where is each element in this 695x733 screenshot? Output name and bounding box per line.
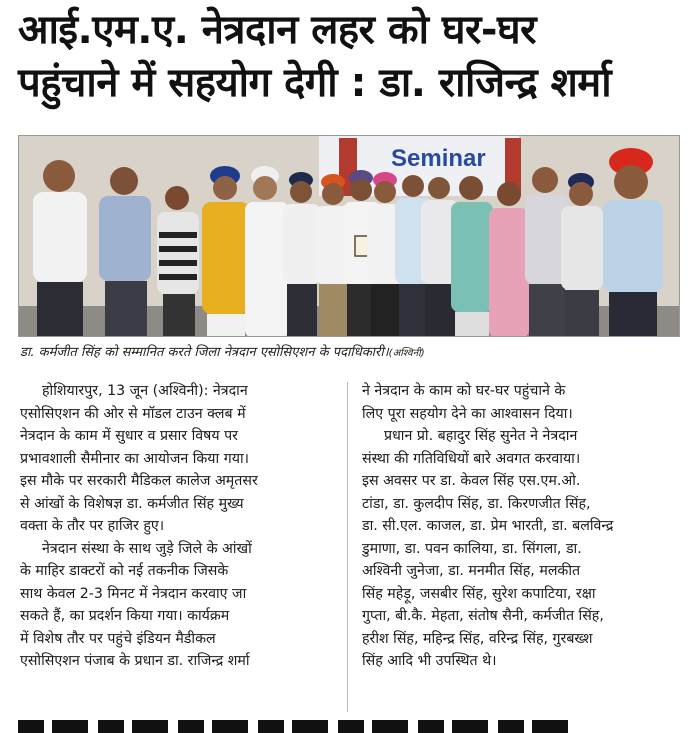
seminar-banner-text: Seminar bbox=[391, 145, 486, 172]
body-column-right bbox=[362, 380, 678, 673]
body-line: सिंह आदि भी उपस्थित थे। bbox=[362, 653, 497, 669]
body-line: गुप्ता, बी.कै. मेहता, संतोष सैनी, कर्मजीत सिंह, bbox=[362, 608, 604, 624]
article-photo bbox=[18, 135, 680, 337]
photo-illustration bbox=[19, 136, 680, 337]
body-column-left bbox=[20, 380, 336, 673]
body-line: ने नेत्रदान के काम को घर-घर पहुंचाने के bbox=[362, 383, 566, 399]
photo-caption bbox=[20, 341, 680, 365]
body-line: अश्विनी जुनेजा, डा. मनमीत सिंह, मलकीत bbox=[362, 563, 581, 579]
headline-line-1: आई.एम.ए. नेत्रदान लहर को घर-घर bbox=[18, 7, 536, 53]
headline-line-2: पहुंचाने में सहयोग देगी : डा. राजिन्द्र शर्मा bbox=[18, 60, 612, 106]
body-line: के माहिर डाक्टरों को नई तकनीक जिसके bbox=[20, 563, 229, 579]
column-divider bbox=[347, 382, 348, 712]
body-line: प्रभावशाली सैमीनार का आयोजन किया गया। bbox=[20, 450, 249, 467]
body-line: साथ केवल 2-3 मिनट में नेत्रदान करवाए जा bbox=[20, 585, 247, 602]
body-line: इस अवसर पर डा. केवल सिंह एस.एम.ओ. bbox=[362, 473, 581, 489]
body-line: वक्ता के तौर पर हाजिर हुए। bbox=[20, 518, 165, 534]
body-line: प्रधान प्रो. बहादुर सिंह सुनेत ने नेत्रदान bbox=[384, 428, 578, 444]
body-line: से आंखों के विशेषज्ञ डा. कर्मजीत सिंह मुख्य bbox=[20, 495, 244, 512]
body-line: नेत्रदान संस्था के साथ जुड़े जिले के आंखों bbox=[42, 540, 252, 557]
body-line: हरीश सिंह, महिन्द्र सिंह, वरिन्द्र सिंह, गुरबख्श bbox=[362, 630, 593, 647]
body-line: डुमाणा, डा. पवन कालिया, डा. सिंगला, डा. bbox=[362, 540, 582, 557]
article-headline bbox=[18, 4, 683, 110]
body-line: लिए पूरा सहयोग देने का आश्वासन दिया। bbox=[362, 405, 573, 422]
caption-credit: (अश्विनी) bbox=[388, 348, 425, 359]
body-line: होशियारपुर, 13 जून (अश्विनी): नेत्रदान bbox=[42, 383, 248, 399]
body-line: इस मौके पर सरकारी मैडिकल कालेज अमृतसर bbox=[20, 473, 258, 489]
body-line: एसोसिएशन पंजाब के प्रधान डा. राजिन्द्र शर्मा bbox=[20, 653, 250, 669]
body-line: सकते हैं, का प्रदर्शन किया गया। कार्यक्रम bbox=[20, 608, 230, 624]
body-line: सिंह महेड़ू, जसबीर सिंह, सुरेश कपाटिया, रक्षा bbox=[362, 585, 596, 602]
body-line: में विशेष तौर पर पहुंचे इंडियन मैडीकल bbox=[20, 630, 216, 647]
body-line: डा. सी.एल. काजल, डा. प्रेम भारती, डा. बलविन्द्र bbox=[362, 518, 614, 534]
body-line: एसोसिएशन की ओर से मॉडल टाउन क्लब में bbox=[20, 405, 246, 422]
next-article-headline-cropped bbox=[18, 716, 678, 733]
body-line: संस्था की गतिविधियों बारे अवगत करवाया। bbox=[362, 450, 581, 467]
caption-text: डा. कर्मजीत सिंह को सम्मानित करते जिला नेत्रदान एसोसिएशन के पदाधिकारी। bbox=[20, 345, 389, 360]
body-line: टांडा, डा. कुलदीप सिंह, डा. किरणजीत सिंह, bbox=[362, 495, 591, 512]
body-line: नेत्रदान के काम में सुधार व प्रसार विषय पर bbox=[20, 428, 238, 444]
